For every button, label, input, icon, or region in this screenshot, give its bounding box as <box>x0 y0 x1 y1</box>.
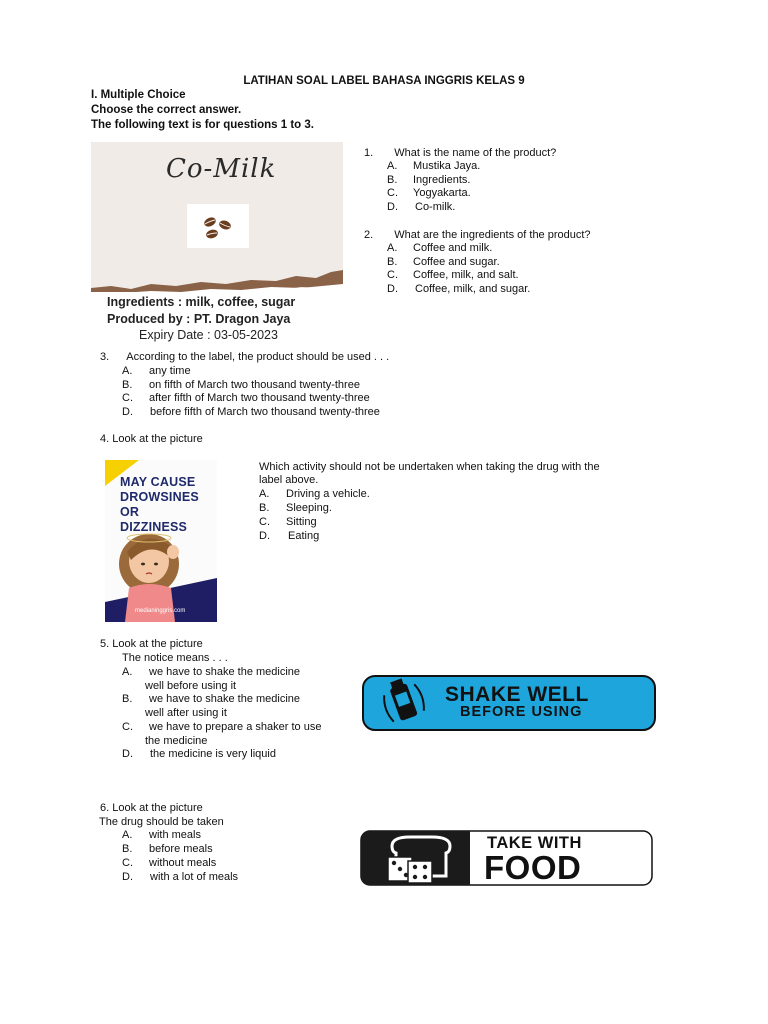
q3-option-b[interactable]: B. on fifth of March two thousand twenty-three <box>122 379 360 391</box>
shake-well-label <box>362 675 656 731</box>
q6-option-a[interactable]: A. with meals <box>122 829 201 841</box>
comilk-brand: Co-Milk <box>166 154 277 184</box>
before-using-text: BEFORE USING <box>460 704 583 720</box>
shake-well-text: SHAKE WELL <box>445 683 589 706</box>
q2-option-a[interactable]: A. Coffee and milk. <box>387 242 493 254</box>
q4-option-d[interactable]: D. Eating <box>259 530 320 542</box>
coffee-beans-icon <box>187 204 249 248</box>
comilk-ingredients: Ingredients : milk, coffee, sugar <box>107 295 296 309</box>
take-with-text: TAKE WITH <box>487 834 582 852</box>
section-heading: I. Multiple Choice <box>91 89 186 101</box>
q3-option-c[interactable]: C. after fifth of March two thousand twenty-three <box>122 392 370 404</box>
q4-option-b[interactable]: B. Sleeping. <box>259 502 332 514</box>
q1-option-d[interactable]: D. Co-milk. <box>387 201 456 213</box>
question-number: 1. <box>364 147 374 159</box>
q2-option-d[interactable]: D. Coffee, milk, and sugar. <box>387 283 531 295</box>
worksheet-title: LATIHAN SOAL LABEL BAHASA INGGRIS KELAS 9 <box>243 75 525 87</box>
instruction-text: Choose the correct answer. <box>91 104 242 116</box>
q6-option-b[interactable]: B. before meals <box>122 843 213 855</box>
q5-option-b-cont: well after using it <box>145 707 227 719</box>
q4-option-c[interactable]: C. Sitting <box>259 516 317 528</box>
comilk-expiry: Expiry Date : 03-05-2023 <box>139 328 278 342</box>
intro-text: The following text is for questions 1 to 3. <box>91 119 314 131</box>
comilk-label-image <box>91 142 343 347</box>
comilk-producer: Produced by : PT. Dragon Jaya <box>107 312 291 326</box>
q5-option-a[interactable]: A. we have to shake the medicine <box>122 666 301 678</box>
q5-text: The notice means . . . <box>122 652 228 664</box>
question-2 <box>364 229 591 243</box>
q4-text-line-2: label above. <box>259 474 319 486</box>
q1-option-a[interactable]: A. Mustika Jaya. <box>387 160 481 172</box>
label-website: medianinggris.com <box>135 608 186 614</box>
q6-header: 6. Look at the picture <box>100 802 203 814</box>
q2-option-b[interactable]: B. Coffee and sugar. <box>387 256 500 268</box>
question-number: 2. <box>364 229 374 241</box>
food-text: FOOD <box>484 849 582 886</box>
q6-option-d[interactable]: D. with a lot of meals <box>122 871 239 883</box>
q5-option-a-cont: well before using it <box>145 680 237 692</box>
q4-option-a[interactable]: A. Driving a vehicle. <box>259 488 370 500</box>
q5-option-d[interactable]: D. the medicine is very liquid <box>122 748 276 760</box>
question-number: 3. <box>100 351 110 363</box>
q3-option-a[interactable]: A. any time <box>122 365 191 377</box>
q5-option-c-cont: the medicine <box>145 735 208 747</box>
q1-option-b[interactable]: B. Ingredients. <box>387 174 471 186</box>
q5-option-b[interactable]: B. we have to shake the medicine <box>122 693 301 705</box>
q4-text-line-1: Which activity should not be undertaken when taking the drug with the <box>259 461 600 473</box>
question-text: What are the ingredients of the product? <box>394 229 591 241</box>
drowsiness-warning-text: MAY CAUSE DROWSINES OR DIZZINESS <box>120 475 199 534</box>
q6-text: The drug should be taken <box>99 816 224 828</box>
drowsiness-warning-label <box>105 460 217 622</box>
q6-option-c[interactable]: C. without meals <box>122 857 217 869</box>
question-text: According to the label, the product should be used . . . <box>126 351 390 363</box>
q5-option-c[interactable]: C. we have to prepare a shaker to use <box>122 721 322 733</box>
q5-header: 5. Look at the picture <box>100 638 203 650</box>
take-with-food-label <box>360 830 653 886</box>
q3-option-d[interactable]: D. before fifth of March two thousand twenty-three <box>122 406 380 418</box>
question-text: What is the name of the product? <box>394 147 557 159</box>
q1-option-c[interactable]: C. Yogyakarta. <box>387 187 471 199</box>
question-3 <box>100 351 389 365</box>
question-1 <box>364 147 556 161</box>
q2-option-c[interactable]: C. Coffee, milk, and salt. <box>387 269 519 281</box>
q4-header: 4. Look at the picture <box>100 433 203 445</box>
